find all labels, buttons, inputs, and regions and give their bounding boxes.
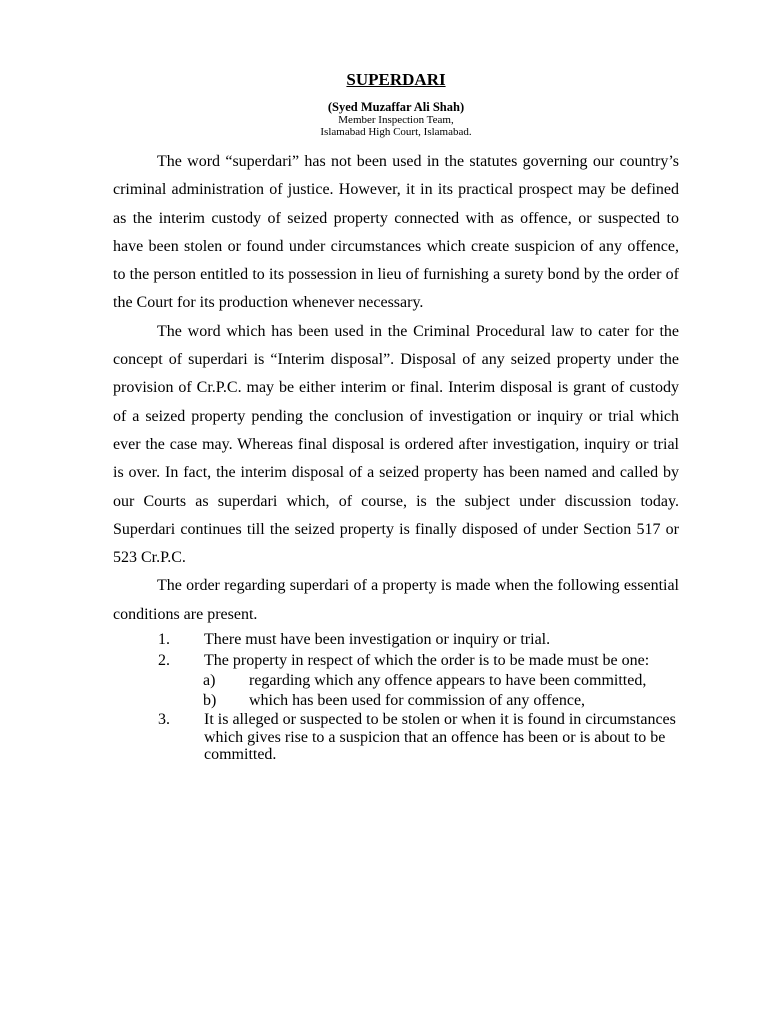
list-item-text: It is alleged or suspected to be stolen or when it is found in circumstances which gives rise to a suspicion that an offence has been or is about to be committed.: [204, 711, 676, 764]
sub-list-item: [113, 692, 679, 710]
list-item-number: 2.: [158, 651, 170, 669]
list-item-number: 1.: [158, 631, 170, 649]
paragraph-conditions-intro: The order regarding superdari of a property is made when the following essential conditions are present.: [113, 577, 679, 623]
author-name: (Syed Muzaffar Ali Shah): [327, 100, 465, 114]
list-item: [113, 711, 679, 764]
sub-list-item-text: which has been used for commission of any offence,: [249, 691, 586, 709]
list-item-text: The property in respect of which the order is to be made must be one:: [204, 651, 650, 669]
list-item-number: 3.: [158, 711, 170, 729]
list-item: [113, 631, 679, 649]
document-title: SUPERDARI: [346, 70, 446, 89]
list-item: [113, 652, 679, 670]
list-item-text: There must have been investigation or inquiry or trial.: [204, 631, 551, 649]
sub-list-item-label: a): [203, 672, 216, 690]
author-institution: Islamabad High Court, Islamabad.: [320, 126, 472, 138]
sub-list-item-label: b): [203, 691, 217, 709]
sub-list-item-text: regarding which any offence appears to have been committed,: [249, 672, 647, 690]
conditions-list: [113, 631, 679, 764]
sub-list-item: [113, 672, 679, 690]
paragraph-definition: The word “superdari” has not been used in the statutes governing our country’s criminal administration of justice. However, it in its practical prospect may be defined as the interim custody of seized property connected with as offence, or suspected to have been stolen or found under circumstances which create suspicion of any offence, to the person entitled to its possession in lieu of furnishing a surety bond by the order of the Court for its production whenever necessary.: [113, 153, 679, 312]
paragraph-interim-disposal: The word which has been used in the Criminal Procedural law to cater for the concept of superdari is “Interim disposal”. Disposal of any seized property under the provision of Cr.P.C. may be either interim or final. Interim disposal is grant of custody of a seized property pending the conclusion of investigation or inquiry or trial which ever the case may. Whereas final disposal is ordered after investigation, inquiry or trial is over. In fact, the interim disposal of a seized property has been named and called by our Courts as superdari which, of course, is the subject under discussion today. Superdari continues till the seized property is finally disposed of under Section 517 or 523 Cr.P.C.: [113, 322, 679, 567]
document-page: [113, 70, 679, 767]
author-role: Member Inspection Team,: [338, 114, 454, 126]
